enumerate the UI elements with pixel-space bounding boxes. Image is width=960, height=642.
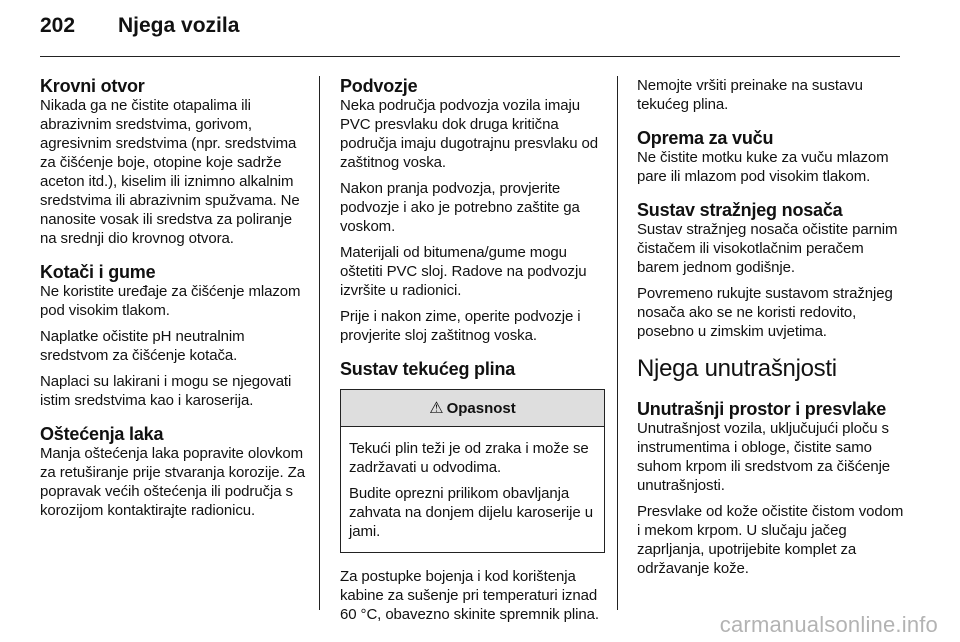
danger-warning-box (340, 389, 605, 553)
column-3 (637, 76, 905, 592)
column-divider-2 (617, 76, 618, 610)
section-unutrasnji-prostor (637, 399, 905, 578)
header-rule (40, 56, 900, 57)
page-number: 202 (40, 14, 76, 37)
paragraph: Prije i nakon zime, operite podvozje i provjerite sloj zaštitnog voska. (340, 308, 581, 344)
section-heading: Oprema za vuču (637, 128, 774, 148)
column-2 (340, 76, 605, 631)
paragraph: Naplatke očistite pH neutralnim sredstvom za čišćenje kotača. (40, 328, 245, 364)
column-divider-1 (319, 76, 320, 610)
paragraph: Budite oprezni prilikom obavljanja zahvata na donjem dijelu karoserije u jami. (349, 485, 593, 540)
paragraph: Nakon pranja podvozja, provjerite podvozje i ako je potrebno zaštite ga voskom. (340, 180, 580, 235)
paragraph: Manja oštećenja laka popravite olovkom za retuširanje prije stvaranja korozije. Za popravak većih oštećenja ili područja s korozijom kontaktirajte radionicu. (40, 445, 305, 519)
section-heading: Unutrašnji prostor i presvlake (637, 399, 887, 419)
section-heading: Sustav stražnjeg nosača (637, 200, 843, 220)
paragraph: Ne koristite uređaje za čišćenje mlazom pod visokim tlakom. (40, 283, 301, 319)
section-intro (637, 76, 905, 114)
paragraph: Tekući plin teži je od zraka i može se zadržavati u odvodima. (349, 440, 589, 476)
paragraph: Naplaci su lakirani i mogu se njegovati istim sredstvima kao i karoserija. (40, 373, 292, 409)
warning-header (341, 390, 604, 427)
paragraph: Sustav stražnjeg nosača očistite parnim čistačem ili visokotlačnim peračem barem jednom godišnje. (637, 221, 898, 276)
watermark: carmanualsonline.info (719, 612, 938, 637)
paragraph: Materijali od bitumena/gume mogu oštetiti PVC sloj. Radove na podvozju izvršite u radionici. (340, 244, 587, 299)
column-1 (40, 76, 308, 534)
section-heading: Oštećenja laka (40, 424, 164, 444)
chapter-heading: Njega unutrašnjosti (637, 355, 837, 382)
warning-triangle-icon: ⚠ (429, 400, 444, 417)
section-sustav-straznjeg-nosaca (637, 200, 905, 341)
section-krovni-otvor (40, 76, 308, 248)
paragraph: Neka područja podvozja vozila imaju PVC presvlaku dok druga kritična područja imaju dugotrajnu presvlaku od zaštitnog voska. (340, 97, 599, 171)
section-podvozje (340, 76, 605, 345)
paragraph: Povremeno rukujte sustavom stražnjeg nosača ako se ne koristi redovito, posebno u zimskim uvjetima. (637, 285, 893, 340)
paragraph: Nemojte vršiti preinake na sustavu tekućeg plina. (637, 77, 863, 113)
paragraph: Unutrašnjost vozila, uključujući ploču s instrumentima i obloge, čistite samo suhom krpom ili sredstvom za čišćenje unutrašnjosti. (637, 420, 891, 494)
paragraph: Nikada ga ne čistite otapalima ili abrazivnim sredstvima, gorivom, agresivnim sredstvima (npr. sredstvima za čišćenje boje, otopine koje sadrže aceton itd.), kiselim ili iznimno alkalnim sredstvima ili abrazivnim spužvama. Ne nanosite vosak ili sredstva za poliranje na srednji dio krovnog otvora. (40, 97, 300, 247)
section-heading-sustav-tekuceg-plina: Sustav tekućeg plina (340, 359, 516, 379)
paragraph: Za postupke bojenja i kod korištenja kabine za sušenje pri temperaturi iznad 60 °C, obavezno skinite spremnik plina. (340, 568, 599, 623)
page-title: Njega vozila (118, 14, 240, 37)
section-ostecenja-laka (40, 424, 308, 520)
section-oprema-za-vucu (637, 128, 905, 186)
paragraph: Presvlake od kože očistite čistom vodom i mekom krpom. U slučaju jačeg zaprljanja, upotrijebite komplet za održavanje kože. (637, 503, 904, 577)
paragraph: Ne čistite motku kuke za vuču mlazom pare ili mlazom pod visokim tlakom. (637, 149, 889, 185)
warning-title: Opasnost (446, 399, 516, 417)
section-heading: Krovni otvor (40, 76, 145, 96)
page-header (40, 14, 239, 48)
section-kotaci-i-gume (40, 262, 308, 410)
section-heading: Podvozje (340, 76, 418, 96)
section-heading: Kotači i gume (40, 262, 156, 282)
warning-body (341, 427, 604, 552)
